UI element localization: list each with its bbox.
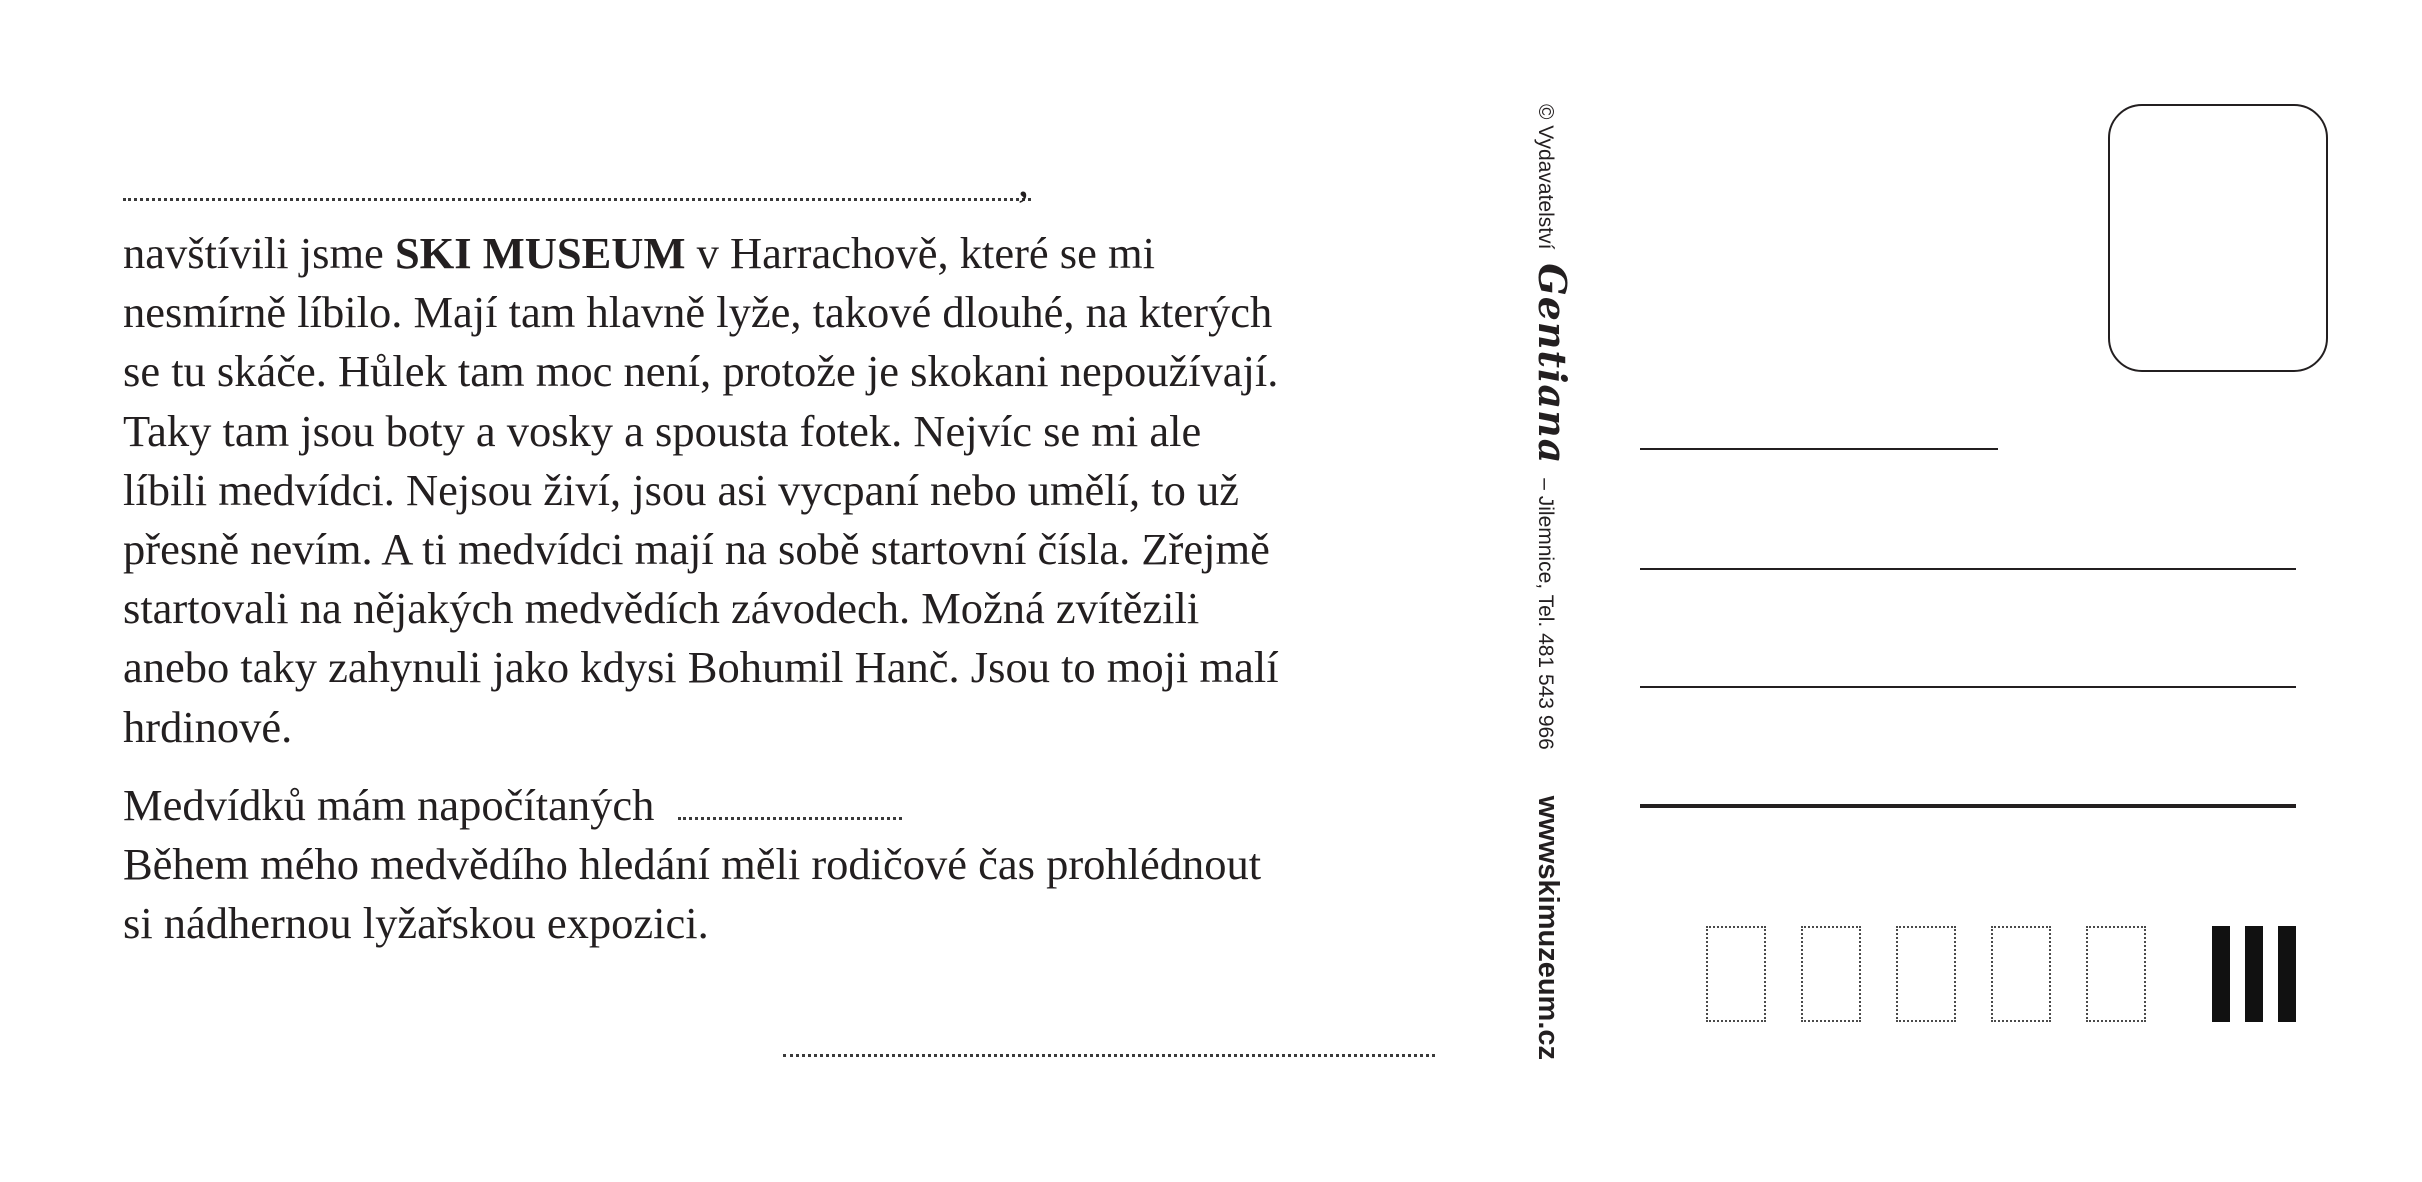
greeting-comma: , (1018, 157, 1029, 206)
bear-count-fill-in[interactable] (678, 797, 902, 820)
message-line: se tu skáče. Hůlek tam moc není, protože je skokani nepoužívají. (123, 346, 1279, 397)
message-line: líbili medvídci. Nejsou živí, jsou asi vycpaní nebo umělí, to už (123, 464, 1240, 515)
publisher-website: wwwskimuzeum.cz (1532, 795, 1564, 1061)
address-line-street[interactable] (1640, 568, 2296, 570)
message-line: navštívili jsme SKI MUSEUM v Harrachově, které se mi (123, 228, 1155, 278)
barcode-bar (2245, 926, 2263, 1022)
postal-code-box[interactable] (2086, 926, 2146, 1022)
museum-name: SKI MUSEUM (394, 228, 686, 278)
closing-line: Během mého medvědího hledání měli rodičové čas prohlédnout (123, 839, 1262, 889)
barcode-bar (2212, 926, 2230, 1022)
bear-count-label: Medvídků mám napočítaných (123, 780, 655, 830)
message-line: hrdinové. (123, 701, 293, 752)
address-line-name[interactable] (1640, 448, 1998, 450)
publisher-details: – Jilemnice, Tel. 481 543 966 (1534, 478, 1557, 750)
postal-code-box[interactable] (1896, 926, 1956, 1022)
bear-count-row (123, 776, 902, 835)
closing-line: si nádhernou lyžařskou expozici. (123, 898, 709, 949)
address-line-city[interactable] (1640, 686, 2296, 688)
message-line: startovali na nějakých medvědích závodech. Možná zvítězili (123, 583, 1200, 634)
publisher-brand-logo: Gentiana (1530, 263, 1575, 465)
message-line: Taky tam jsou boty a vosky a spousta fotek. Nejvíc se mi ale (123, 405, 1202, 456)
postal-code-box[interactable] (1801, 926, 1861, 1022)
message-line: přesně nevím. A ti medvídci mají na sobě startovní čísla. Zřejmě (123, 524, 1270, 575)
barcode-bar (2278, 926, 2296, 1022)
postal-code-box[interactable] (1706, 926, 1766, 1022)
message-body (123, 224, 1453, 757)
stamp-box (2108, 104, 2328, 372)
message-line: anebo taky zahynuli jako kdysi Bohumil Hanč. Jsou to moji malí (123, 642, 1279, 693)
barcode-mark (2212, 926, 2298, 1022)
postal-code-box[interactable] (1991, 926, 2051, 1022)
message-line: nesmírně líbilo. Mají tam hlavně lyže, takové dlouhé, na kterých (123, 287, 1273, 338)
publisher-prefix: © Vydavatelství (1534, 104, 1557, 250)
greeting-fill-in-line (123, 176, 1031, 201)
address-line-country[interactable] (1640, 804, 2296, 808)
closing-text (123, 835, 1261, 953)
signature-fill-in-line[interactable] (783, 1034, 1435, 1057)
